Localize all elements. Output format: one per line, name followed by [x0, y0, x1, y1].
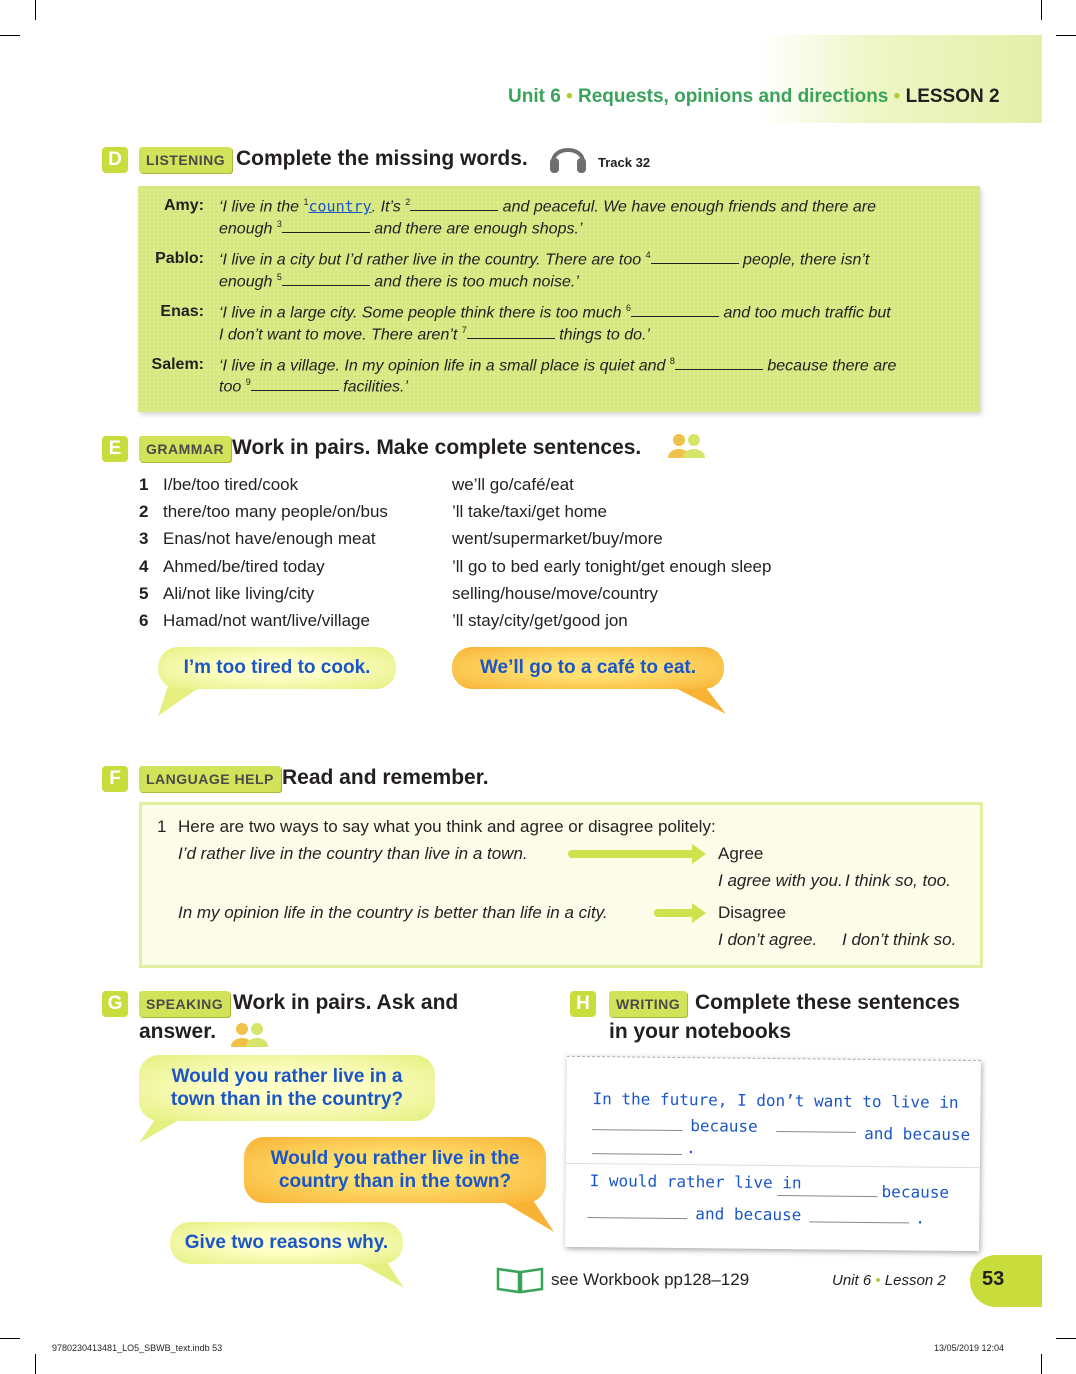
- section-h-title-line2: in your notebooks: [609, 1020, 792, 1043]
- dialogue-line: ‘I live in a large city. Some people think there is too much $^6$ and too much traffic but: [219, 303, 891, 322]
- section-letter-f: F: [102, 766, 128, 792]
- item-number: 2: [139, 502, 149, 521]
- handwritten-text: .: [915, 1208, 926, 1228]
- item-number: 1: [139, 475, 149, 494]
- prompt-left: Ahmed/be/tired today: [163, 557, 325, 576]
- crop-mark: [35, 1354, 36, 1374]
- speaking-tag: SPEAKING: [139, 991, 230, 1017]
- prompt-right: ’ll take/taxi/get home: [452, 502, 607, 521]
- section-d-title: Complete the missing words.: [236, 147, 528, 170]
- item-number: 4: [139, 557, 149, 576]
- header-topic: Requests, opinions and directions: [578, 86, 889, 107]
- answer-blank[interactable]: [282, 220, 370, 233]
- track-label: Track 32: [598, 155, 651, 170]
- header-band: [760, 35, 1042, 123]
- example-bubble-question: I’m too tired to cook.: [158, 647, 396, 689]
- answer-blank[interactable]: [282, 273, 370, 286]
- dialogue-line: enough $^5$ and there is too much noise.’: [219, 272, 579, 291]
- handwritten-text: I would rather live in: [589, 1171, 802, 1193]
- print-slug: 9780230413481_LO5_SBWB_text.indb 53: [52, 1343, 223, 1353]
- section-e-title: Work in pairs. Make complete sentences.: [232, 436, 642, 459]
- agree-heading: Agree: [718, 844, 764, 863]
- speaking-bubble-2: Would you rather live in the country than in the town?: [244, 1137, 546, 1203]
- item-number: 3: [139, 529, 149, 548]
- crop-mark: [1056, 1338, 1076, 1339]
- pair-work-icon: [229, 1022, 271, 1048]
- disagree-phrase: I don’t think so.: [842, 930, 957, 949]
- notebook-paper: [565, 1056, 981, 1251]
- prompt-left: Hamad/not want/live/village: [163, 611, 370, 630]
- section-letter-h: H: [570, 991, 596, 1017]
- workbook-reference: see Workbook pp128–129: [551, 1270, 750, 1289]
- item-number: 5: [139, 584, 149, 603]
- arrow-icon: [654, 909, 696, 917]
- dialogue-line: ‘I live in a city but I’d rather live in the country. There are too $^4$ people, there isn’t: [219, 250, 870, 269]
- page-header: Unit 6 • Requests, opinions and directions • LESSON 2: [508, 86, 1000, 107]
- handwritten-text: and because: [864, 1123, 971, 1145]
- write-line[interactable]: [778, 1195, 878, 1197]
- headphones-icon: [547, 138, 589, 178]
- prompt-right: we’ll go/café/eat: [452, 475, 574, 494]
- example-bubble-answer: We’ll go to a café to eat.: [452, 647, 724, 689]
- prompt-right: ’ll go to bed early tonight/get enough sleep: [452, 557, 772, 576]
- arrow-icon: [568, 850, 696, 858]
- answer-blank[interactable]: [467, 326, 555, 339]
- speaking-bubble-3: Give two reasons why.: [170, 1222, 403, 1264]
- answer-blank[interactable]: [631, 304, 719, 317]
- write-line[interactable]: [592, 1153, 682, 1155]
- paper-rule: [566, 1163, 980, 1168]
- page-number-tab: [970, 1255, 1042, 1307]
- agree-phrase: I agree with you.: [718, 871, 843, 890]
- pair-work-icon: [666, 432, 708, 460]
- section-letter-e: E: [102, 436, 128, 462]
- prompt-left: there/too many people/on/bus: [163, 502, 388, 521]
- header-unit: Unit 6: [508, 86, 561, 107]
- language-help-tag: LANGUAGE HELP: [139, 766, 281, 792]
- answer-blank[interactable]: [651, 251, 739, 264]
- crop-mark: [1056, 35, 1076, 36]
- speaker-label: Pablo:: [155, 250, 204, 267]
- answer-blank[interactable]: [251, 378, 339, 391]
- footer-unit: Unit 6 • Lesson 2: [832, 1272, 946, 1289]
- write-line[interactable]: [592, 1129, 682, 1131]
- workbook-icon: [496, 1266, 544, 1294]
- writing-tag: WRITING: [609, 991, 687, 1017]
- example-sentence: In my opinion life in the country is better than life in a city.: [178, 903, 608, 922]
- language-intro: Here are two ways to say what you think and agree or disagree politely:: [178, 817, 716, 836]
- item-number: 6: [139, 611, 149, 630]
- disagree-heading: Disagree: [718, 903, 787, 922]
- crop-mark: [35, 0, 36, 20]
- disagree-phrase: I don’t agree.: [718, 930, 818, 949]
- crop-mark: [0, 1338, 20, 1339]
- handwritten-text: because: [881, 1182, 950, 1202]
- page-number: 53: [982, 1268, 1005, 1290]
- crop-mark: [1041, 0, 1042, 20]
- dialogue-line: I don’t want to move. There aren’t $^7$ things to do.’: [219, 325, 650, 344]
- example-sentence: I’d rather live in the country than live in a town.: [178, 844, 528, 863]
- write-line[interactable]: [776, 1131, 856, 1133]
- section-h-title: Complete these sentences: [695, 991, 960, 1014]
- footer-unit-label: Unit 6: [832, 1272, 872, 1289]
- speaking-bubble-1: Would you rather live in a town than in the country?: [139, 1055, 435, 1121]
- handwritten-text: because: [690, 1116, 758, 1136]
- prompt-right: selling/house/move/country: [452, 584, 659, 603]
- item-number: 1: [157, 817, 167, 836]
- write-line[interactable]: [809, 1221, 909, 1223]
- section-g-title: Work in pairs. Ask and: [233, 991, 459, 1014]
- answer-blank[interactable]: [675, 357, 763, 370]
- handwritten-text: In the future, I don’t want to live in: [592, 1089, 959, 1112]
- speaker-label: Amy:: [163, 197, 204, 214]
- section-letter-g: G: [102, 991, 128, 1017]
- prompt-right: went/supermarket/buy/more: [452, 529, 663, 548]
- crop-mark: [1041, 1354, 1042, 1374]
- dialogue-line: ‘I live in a village. In my opinion life in a small place is quiet and $^8$ because there are: [219, 356, 897, 375]
- crop-mark: [0, 35, 20, 36]
- section-g-title-line2: answer.: [139, 1020, 217, 1043]
- speaker-label: Salem:: [151, 356, 204, 373]
- footer-lesson-label: Lesson 2: [884, 1272, 946, 1289]
- prompt-left: Enas/not have/enough meat: [163, 529, 376, 548]
- speaker-label: Enas:: [160, 303, 204, 320]
- prompt-left: I/be/too tired/cook: [163, 475, 299, 494]
- agree-phrase: I think so, too.: [845, 871, 951, 890]
- print-date: 13/05/2019 12:04: [934, 1343, 1005, 1353]
- prompt-left: Ali/not like living/city: [163, 584, 315, 603]
- write-line[interactable]: [587, 1217, 687, 1219]
- answer-field[interactable]: country: [308, 197, 372, 216]
- listening-tag: LISTENING: [139, 147, 232, 173]
- header-lesson: LESSON 2: [905, 86, 1000, 107]
- dialogue-line: too $^9$ facilities.’: [219, 377, 409, 396]
- section-f-title: Read and remember.: [282, 766, 489, 789]
- handwritten-text: and because: [695, 1204, 802, 1225]
- answer-blank[interactable]: [410, 198, 498, 211]
- prompt-right: ’ll stay/city/get/good jon: [452, 611, 628, 630]
- grammar-tag: GRAMMAR: [139, 436, 231, 462]
- section-letter-d: D: [102, 147, 128, 173]
- dialogue-line: enough $^3$ and there are enough shops.’: [219, 219, 583, 238]
- handwritten-text: .: [685, 1138, 696, 1158]
- dialogue-line: ‘I live in the $^1$country. It’s $^2$ and peaceful. We have enough friends and there are: [219, 197, 876, 216]
